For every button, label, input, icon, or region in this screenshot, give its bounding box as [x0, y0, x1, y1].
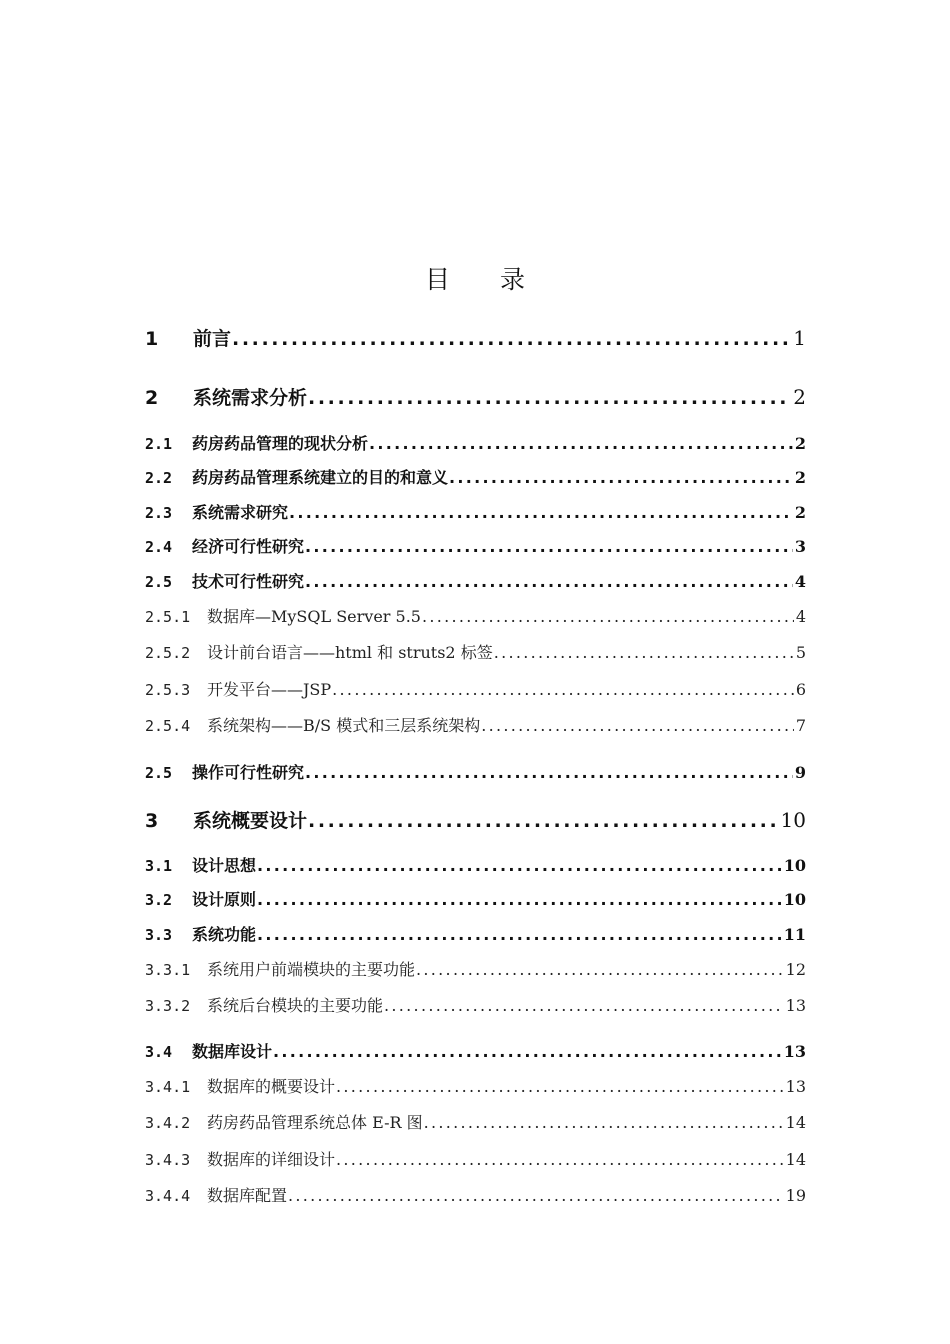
- toc-entry-number: 1: [145, 328, 159, 350]
- toc-entry-label: 系统功能: [192, 925, 257, 944]
- toc-entry-2-5[interactable]: [145, 569, 806, 592]
- toc-entry-label: 设计前台语言——html 和 struts2 标签: [207, 643, 493, 662]
- toc-entry-label: 药房药品管理的现状分析: [192, 434, 369, 453]
- toc-leader-dots: [305, 572, 793, 591]
- toc-leader-dots: [384, 996, 784, 1015]
- toc-entry-label: 数据库的详细设计: [207, 1150, 336, 1169]
- toc-leader-dots: [369, 434, 793, 453]
- toc-entry-number: 2.5: [145, 764, 173, 782]
- toc-entry-label: 数据库配置: [207, 1186, 288, 1205]
- toc-entry-3-4-4[interactable]: [145, 1183, 806, 1206]
- toc-leader-dots: [289, 503, 793, 522]
- toc-entry-page: 19: [785, 1186, 806, 1205]
- toc-title-part1: 目: [424, 265, 450, 294]
- toc-entry-page: 7: [795, 716, 806, 735]
- toc-leader-dots: [273, 1042, 782, 1061]
- toc-leader-dots: [422, 607, 794, 626]
- toc-entry-number: 2.5.2: [145, 644, 191, 662]
- toc-leader-dots: [232, 328, 791, 350]
- toc-entry-page: 14: [785, 1150, 806, 1169]
- toc-entry-label: 系统架构——B/S 模式和三层系统架构: [207, 716, 481, 735]
- toc-leader-dots: [257, 856, 782, 875]
- toc-entry-3-4[interactable]: [145, 1039, 806, 1062]
- toc-entry-label: 系统概要设计: [193, 810, 308, 832]
- toc-entry-number: 2.4: [145, 538, 173, 556]
- toc-entry-page: 9: [794, 763, 806, 782]
- toc-title-part2: 录: [500, 265, 526, 294]
- toc-entry-number: 3.4: [145, 1043, 173, 1061]
- toc-entry-page: 13: [783, 1042, 806, 1061]
- toc-leader-dots: [257, 925, 782, 944]
- toc-entry-label: 药房药品管理系统建立的目的和意义: [192, 468, 449, 487]
- toc-leader-dots: [332, 680, 794, 699]
- toc-entry-page: 12: [785, 960, 806, 979]
- toc-entry-number: 3.3.2: [145, 997, 191, 1015]
- toc-leader-dots: [336, 1077, 784, 1096]
- toc-entry-page: 5: [795, 643, 806, 662]
- toc-entry-3-4-1[interactable]: [145, 1074, 806, 1097]
- toc-entry-page: 14: [785, 1113, 806, 1132]
- toc-entry-number: 3.3: [145, 926, 173, 944]
- toc-entry-2-5-4[interactable]: [145, 713, 806, 736]
- toc-entry-2-5-1[interactable]: [145, 604, 806, 627]
- toc-leader-dots: [424, 1113, 784, 1132]
- toc-leader-dots: [481, 716, 794, 735]
- toc-leader-dots: [416, 960, 784, 979]
- toc-entry-page: 3: [794, 537, 806, 556]
- toc-entry-label: 技术可行性研究: [192, 572, 305, 591]
- toc-entry-page: 6: [795, 680, 806, 699]
- toc-entry-3-3[interactable]: [145, 922, 806, 945]
- toc-entry-page: 2: [794, 434, 806, 453]
- toc-entry-3-3-2[interactable]: [145, 993, 806, 1016]
- toc-entry-number: 3.4.3: [145, 1151, 191, 1169]
- toc-entry-2[interactable]: [145, 383, 806, 410]
- toc-entry-number: 3.4.1: [145, 1078, 191, 1096]
- toc-entry-label: 前言: [193, 328, 232, 350]
- toc-entry-label: 设计思想: [192, 856, 257, 875]
- toc-leader-dots: [494, 643, 794, 662]
- toc-entry-number: 2.5.3: [145, 681, 191, 699]
- toc-entry-3[interactable]: [145, 806, 806, 833]
- toc-entry-label: 药房药品管理系统总体 E-R 图: [207, 1113, 423, 1132]
- toc-leader-dots: [308, 387, 791, 409]
- toc-leader-dots: [288, 1186, 784, 1205]
- toc-entry-2-5-operational[interactable]: [145, 760, 806, 783]
- toc-entry-page: 2: [794, 503, 806, 522]
- toc-entry-number: 2.5.4: [145, 717, 191, 735]
- toc-entry-page: 1: [793, 326, 806, 350]
- toc-entry-label: 系统用户前端模块的主要功能: [207, 960, 416, 979]
- toc-leader-dots: [336, 1150, 784, 1169]
- toc-entry-page: 10: [783, 856, 806, 875]
- toc-entry-label: 系统需求分析: [193, 387, 308, 409]
- toc-entry-label: 系统后台模块的主要功能: [207, 996, 384, 1015]
- toc-entry-number: 2.1: [145, 435, 173, 453]
- toc-entry-page: 13: [785, 996, 806, 1015]
- toc-entry-number: 3.2: [145, 891, 173, 909]
- toc-entry-2-1[interactable]: [145, 431, 806, 454]
- toc-entry-page: 11: [783, 925, 806, 944]
- toc-leader-dots: [305, 763, 793, 782]
- toc-entry-number: 2.3: [145, 504, 173, 522]
- toc-entry-3-2[interactable]: [145, 887, 806, 910]
- toc-leader-dots: [257, 890, 782, 909]
- toc-entry-number: 3.1: [145, 857, 173, 875]
- toc-entry-3-4-3[interactable]: [145, 1147, 806, 1170]
- toc-entry-2-5-2[interactable]: [145, 640, 806, 663]
- toc-entry-2-3[interactable]: [145, 500, 806, 523]
- toc-entry-page: 4: [794, 572, 806, 591]
- toc-entry-page: 10: [783, 890, 806, 909]
- toc-entry-2-4[interactable]: [145, 534, 806, 557]
- toc-entry-1[interactable]: [145, 324, 806, 351]
- toc-entry-label: 经济可行性研究: [192, 537, 305, 556]
- toc-entry-number: 3.4.2: [145, 1114, 191, 1132]
- toc-entry-3-3-1[interactable]: [145, 957, 806, 980]
- toc-entry-number: 2.5.1: [145, 608, 191, 626]
- toc-entry-label: 操作可行性研究: [192, 763, 305, 782]
- toc-entry-3-4-2[interactable]: [145, 1110, 806, 1133]
- toc-entry-label: 开发平台——JSP: [207, 680, 332, 699]
- toc-entry-number: 3: [145, 810, 159, 832]
- toc-entry-label: 数据库—MySQL Server 5.5: [207, 607, 421, 626]
- toc-entry-page: 2: [794, 468, 806, 487]
- toc-entry-page: 2: [793, 385, 806, 409]
- toc-entry-2-2[interactable]: [145, 465, 806, 488]
- toc-title: [0, 260, 950, 296]
- toc-entry-label: 系统需求研究: [192, 503, 289, 522]
- toc-entry-number: 2.5: [145, 573, 173, 591]
- toc-entry-label: 数据库设计: [192, 1042, 273, 1061]
- toc-entry-2-5-3[interactable]: [145, 677, 806, 700]
- toc-entry-number: 3.4.4: [145, 1187, 191, 1205]
- toc-leader-dots: [308, 810, 779, 832]
- toc-entry-number: 2: [145, 387, 159, 409]
- toc-entry-page: 13: [785, 1077, 806, 1096]
- toc-entry-page: 10: [780, 808, 806, 832]
- toc-leader-dots: [305, 537, 793, 556]
- toc-leader-dots: [449, 468, 793, 487]
- toc-entry-number: 3.3.1: [145, 961, 191, 979]
- toc-entry-label: 数据库的概要设计: [207, 1077, 336, 1096]
- toc-entry-page: 4: [795, 607, 806, 626]
- toc-entry-3-1[interactable]: [145, 853, 806, 876]
- toc-entry-label: 设计原则: [192, 890, 257, 909]
- toc-entry-number: 2.2: [145, 469, 173, 487]
